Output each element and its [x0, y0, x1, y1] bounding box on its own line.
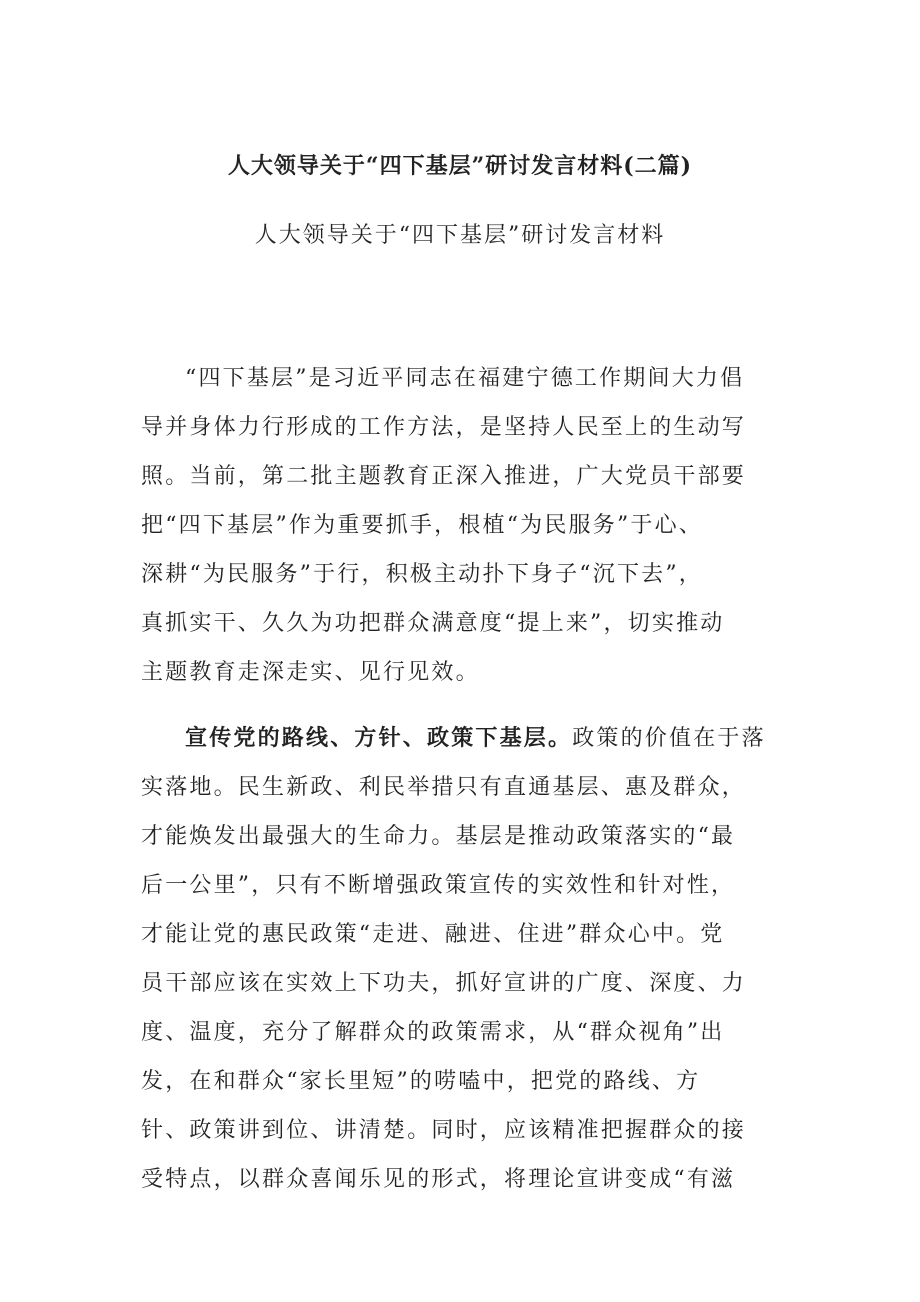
- paragraph-lead-heading: 宣传党的路线、方针、政策下基层。: [185, 725, 573, 751]
- text-line: “四下基层”是习近平同志在福建宁德工作期间大力倡: [185, 366, 745, 391]
- text-line: 主题教育走深走实、见行见效。: [141, 660, 480, 685]
- text-line: 真抓实干、久久为功把群众满意度“提上来”，切实推动: [141, 611, 725, 636]
- text-line: 把“四下基层”作为重要抓手，根植“为民服务”于心、: [141, 513, 703, 538]
- text-line: 实落地。民生新政、利民举措只有直通基层、惠及群众，: [141, 775, 747, 800]
- text-line: 才能焕发出最强大的生命力。基层是推动政策落实的“最: [141, 824, 736, 849]
- text-line: 照。当前，第二批主题教育正深入推进，广大党员干部要: [141, 464, 747, 489]
- text-line-first: [141, 714, 781, 763]
- document-title: 人大领导关于“四下基层”研讨发言材料(二篇): [227, 153, 693, 179]
- text-line: 发，在和群众“家长里短”的唠嗑中，把党的路线、方: [141, 1069, 701, 1094]
- text-line: 导并身体力行形成的工作方法，是坚持人民至上的生动写: [141, 415, 747, 440]
- text-line: 才能让党的惠民政策“走进、融进、住进”群众心中。党: [141, 922, 725, 947]
- text-line: 后一公里”，只有不断增强政策宣传的实效性和针对性，: [141, 873, 736, 898]
- text-line: 员干部应该在实效上下功夫，抓好宣讲的广度、深度、力: [141, 971, 747, 996]
- text-line: 深耕“为民服务”于行，积极主动扑下身子“沉下去”，: [141, 562, 703, 587]
- text-line-rest: 政策的价值在于落: [572, 726, 766, 751]
- text-line: 针、政策讲到位、讲清楚。同时，应该精准把握群众的接: [141, 1118, 747, 1143]
- text-line: 度、温度，充分了解群众的政策需求，从“群众视角”出: [141, 1020, 725, 1045]
- text-line: 受特点，以群众喜闻乐见的形式，将理论宣讲变成“有滋: [141, 1167, 736, 1192]
- document-subtitle: 人大领导关于“四下基层”研讨发言材料: [254, 223, 666, 248]
- paragraph-policy: [141, 714, 781, 1204]
- paragraph-intro: [141, 354, 781, 697]
